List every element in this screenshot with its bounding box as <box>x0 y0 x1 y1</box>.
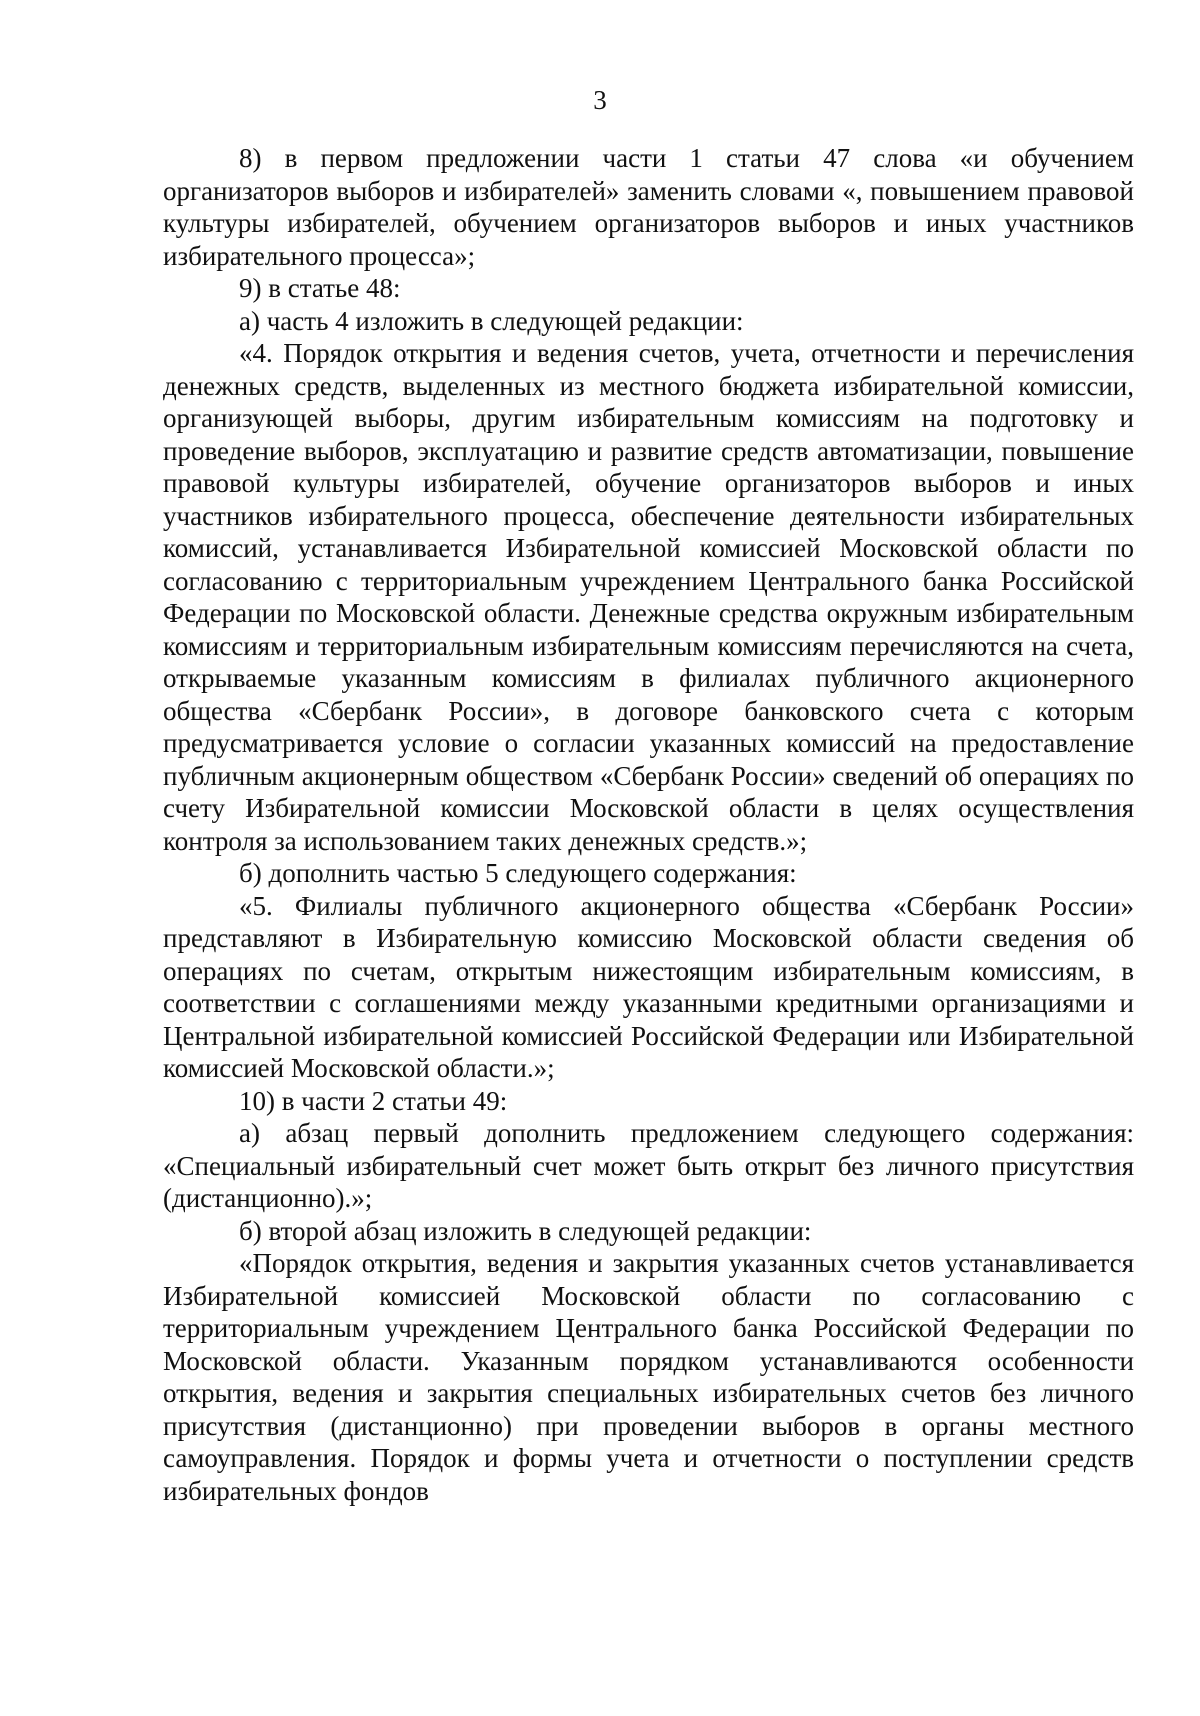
paragraph-subitem-9a: а) часть 4 изложить в следующей редакции: <box>239 305 744 336</box>
paragraph-part-5-text: «5. Филиалы публичного акционерного общества «Сбербанк России» представляют в Избирательную комиссию Московской области сведения об операциях по счетам, открытым нижестоящим избирательным комиссиям, в соответствии с соглашениями между указанными кредитными организациями и Центральной избирательной комиссией Российской Федерации или Избирательной комиссией Московской области.»; <box>163 890 1134 1083</box>
paragraph-subitem-10a: а) абзац первый дополнить предложением следующего содержания: «Специальный избирательный счет может быть открыт без личного присутствия (дистанционно).»; <box>163 1118 1134 1213</box>
document-body <box>163 142 1134 1507</box>
paragraph-subitem-9b: б) дополнить частью 5 следующего содержания: <box>239 858 797 888</box>
paragraph-item-9: 9) в статье 48: <box>239 273 401 303</box>
paragraph-item-8: 8) в первом предложении части 1 статьи 47 слова «и обучением организаторов выборов и избирателей» заменить словами «, повышением правовой культуры избирателей, обучением организаторов выборов и иных участников избирательного процесса»; <box>163 143 1134 271</box>
paragraph-item-10: 10) в части 2 статьи 49: <box>239 1085 508 1116</box>
page-number: 3 <box>593 85 607 115</box>
paragraph-part-4-text: «4. Порядок открытия и ведения счетов, учета, отчетности и перечисления денежных средств, выделенных из местного бюджета избирательной комиссии, организующей выборы, другим избирательным комиссиям на подготовку и проведение выборов, эксплуатацию и развитие средств автоматизации, повышение правовой культуры избирателей, обучение организаторов выборов и иных участников избирательного процесса, обеспечение деятельности избирательных комиссий, устанавливается Избирательной комиссией Московской области по согласованию с территориальным учреждением Центрального банка Российской Федерации по Московской области. Денежные средства окружным избирательным комиссиям и территориальным избирательным комиссиям перечисляются на счета, открываемые указанным комиссиям в филиалах публичного акционерного общества «Сбербанк России», в договоре банковского счета с которым предусматривается условие о согласии указанных комиссий на предоставление публичным акционерным обществом «Сбербанк России» сведений об операциях по счету Избирательной комиссии Московской области в целях осуществления контроля за использованием таких денежных средств.»; <box>163 338 1134 856</box>
paragraph-order-text: «Порядок открытия, ведения и закрытия указанных счетов устанавливается Избирательной комиссией Московской области по согласованию с территориальным учреждением Центрального банка Российской Федерации по Московской области. Указанным порядком устанавливаются особенности открытия, ведения и закрытия специальных избирательных счетов без личного присутствия (дистанционно) при проведении выборов в органы местного самоуправления. Порядок и формы учета и отчетности о поступлении средств избирательных фондов <box>163 1248 1134 1506</box>
paragraph-subitem-10b: б) второй абзац изложить в следующей редакции: <box>239 1215 812 1246</box>
